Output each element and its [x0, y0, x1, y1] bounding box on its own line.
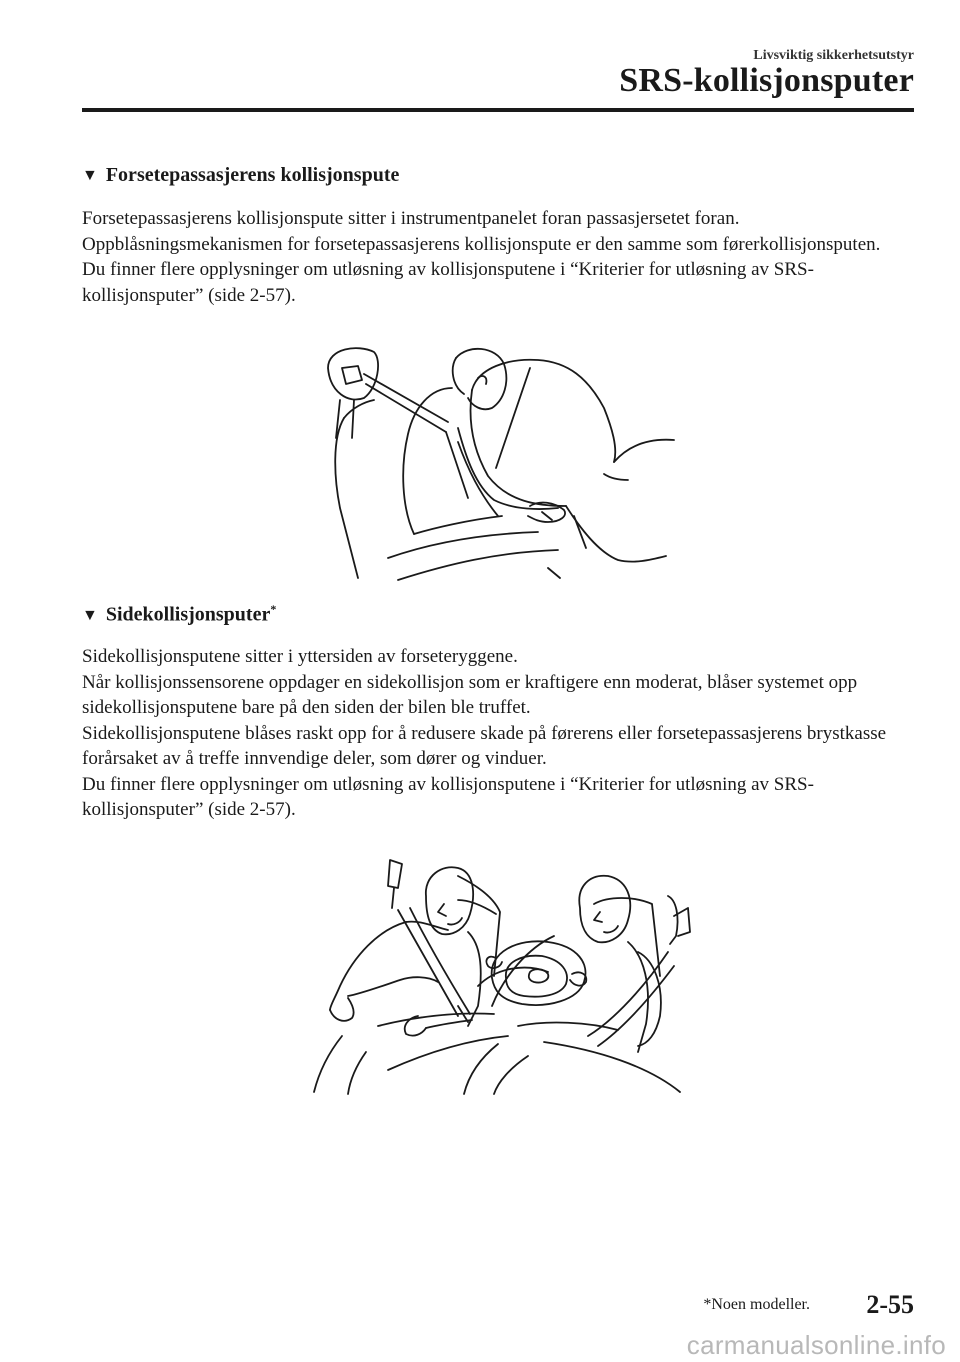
chapter-kicker: Livsviktig sikkerhetsutstyr	[753, 48, 914, 63]
triangle-bullet-icon: ▼	[82, 167, 98, 184]
header-divider	[82, 108, 914, 112]
side-airbags-illustration	[308, 856, 698, 1096]
watermark: carmanualsonline.info	[686, 1330, 946, 1360]
footnote-mark: *	[270, 602, 277, 616]
section-heading-passenger-airbag	[82, 164, 399, 187]
section-body-side-airbags	[82, 644, 912, 823]
paragraph: Forsetepassasjerens kollisjonspute sitter i instrumentpanelet foran passasjersetet foran.	[82, 208, 740, 229]
page-title: SRS-kollisjonsputer	[619, 62, 914, 99]
paragraph: Du finner flere opplysninger om utløsning av kollisjonsputene i “Kriterier for utløsning av SRS-kollisjonsputer” (side 2-57).	[82, 259, 814, 306]
paragraph: Sidekollisjonsputene sitter i yttersiden av forseteryggene.	[82, 646, 518, 667]
paragraph: Du finner flere opplysninger om utløsning av kollisjonsputene i “Kriterier for utløsning av SRS-kollisjonsputer” (side 2-57).	[82, 773, 814, 820]
section-heading-text: Sidekollisjonsputer	[105, 603, 271, 626]
page-number: 2-55	[866, 1290, 914, 1319]
section-heading-side-airbags	[82, 602, 276, 627]
section-heading-text: Forsetepassasjerens kollisjonspute	[105, 164, 400, 186]
paragraph: Når kollisjonssensorene oppdager en sidekollisjon som er kraftigere enn moderat, blåser systemet opp sidekollisjonsputene bare på den siden der bilen ble truffet.	[82, 671, 858, 718]
paragraph: Oppblåsningsmekanismen for forsetepassasjerens kollisjonspute er den samme som førerkollisjonsputen.	[82, 233, 881, 255]
section-body-passenger-airbag	[82, 206, 912, 308]
paragraph: Sidekollisjonsputene blåses raskt opp for å redusere skade på førerens eller forsetepassasjerens brystkasse forårsaket av å treffe innvendige deler, som dører og vinduer.	[82, 722, 887, 769]
footnote-text: *Noen modeller.	[703, 1296, 810, 1313]
triangle-bullet-icon: ▼	[82, 606, 98, 624]
passenger-airbag-illustration	[318, 338, 678, 584]
